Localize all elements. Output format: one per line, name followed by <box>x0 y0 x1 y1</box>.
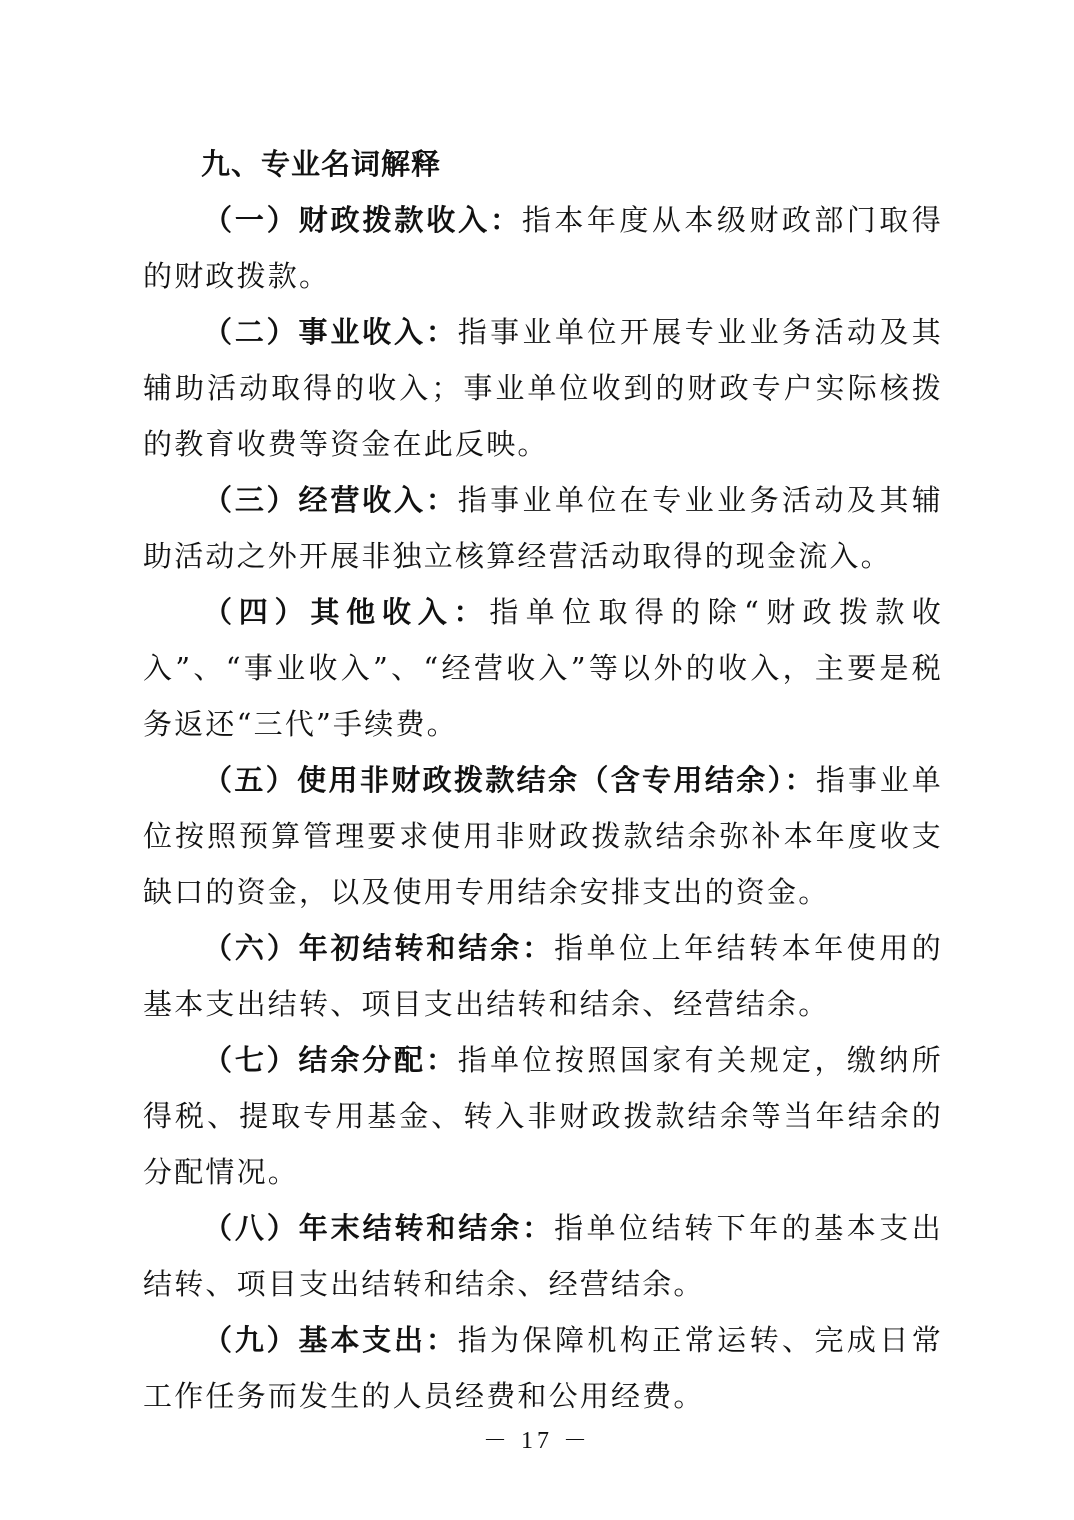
definition-term: （八）年末结转和结余： <box>203 1211 555 1245</box>
definition-paragraph <box>143 1312 943 1424</box>
definition-paragraph <box>143 472 943 584</box>
definition-term: （四）其他收入： <box>203 595 490 629</box>
definition-paragraph <box>143 752 943 920</box>
definition-text: 指事业单位按照预算管理要求使用非财政拨款结余弥补本年度收支缺口的资金，以及使用专用结余安排支出的资金。 <box>143 763 943 909</box>
definition-text: 指单位结转下年的基本支出结转、项目支出结转和结余、经营结余。 <box>143 1211 943 1301</box>
definition-text: 指事业单位在专业业务活动及其辅助活动之外开展非独立核算经营活动取得的现金流入。 <box>143 483 943 573</box>
definition-term: （一）财政拨款收入： <box>203 203 522 237</box>
definition-paragraph <box>143 304 943 472</box>
definition-text: 指单位上年结转本年使用的基本支出结转、项目支出结转和结余、经营结余。 <box>143 931 943 1021</box>
definition-text: 指本年度从本级财政部门取得的财政拨款。 <box>143 203 943 293</box>
definition-term: （三）经营收入： <box>203 483 458 517</box>
definition-term: （七）结余分配： <box>203 1043 458 1077</box>
definition-term: （六）年初结转和结余： <box>203 931 555 965</box>
definition-paragraph <box>143 584 943 752</box>
definition-text: 指单位按照国家有关规定，缴纳所得税、提取专用基金、转入非财政拨款结余等当年结余的分配情况。 <box>143 1043 943 1189</box>
page-number: － 17 － <box>483 1428 591 1454</box>
definition-text: 指单位取得的除“财政拨款收入”、“事业收入”、“经营收入”等以外的收入，主要是税务返还“三代”手续费。 <box>143 595 943 741</box>
definition-text: 指事业单位开展专业业务活动及其辅助活动取得的收入；事业单位收到的财政专户实际核拨的教育收费等资金在此反映。 <box>143 315 943 461</box>
definition-term: （二）事业收入： <box>203 315 458 349</box>
definition-term: （五）使用非财政拨款结余（含专用结余）： <box>203 763 816 797</box>
definition-text: 指为保障机构正常运转、完成日常工作任务而发生的人员经费和公用经费。 <box>143 1323 943 1413</box>
definition-paragraph <box>143 1032 943 1200</box>
document-body <box>143 136 943 1424</box>
definition-paragraph <box>143 1200 943 1312</box>
definition-paragraph <box>143 192 943 304</box>
definition-paragraph <box>143 920 943 1032</box>
definition-term: （九）基本支出： <box>203 1323 458 1357</box>
section-heading: 九、专业名词解释 <box>201 147 442 181</box>
